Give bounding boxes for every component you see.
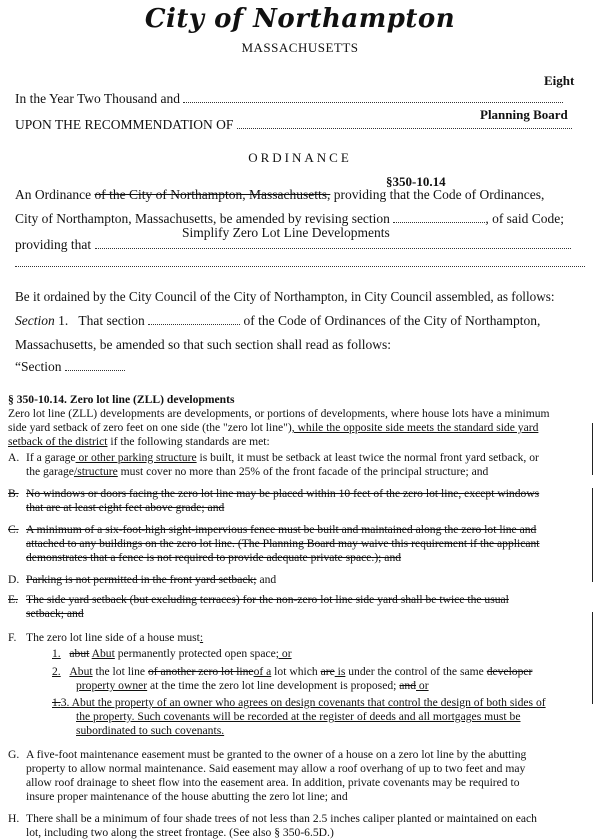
d-struck-text: Parking is not permitted in the front yard setback; bbox=[26, 573, 257, 586]
item-f bbox=[8, 631, 592, 738]
intro-2-underlined: , while the opposite side meets the standard side yard bbox=[291, 421, 539, 434]
mass-line: Massachusetts, be amended so that such section shall read as follows: bbox=[15, 337, 392, 352]
item-e bbox=[8, 593, 592, 621]
intro-line-3 bbox=[8, 435, 592, 449]
item-b bbox=[8, 487, 592, 515]
intro-line-2 bbox=[8, 421, 592, 435]
g-text-4: insure proper maintenance of the house abutting the zero lot line; and bbox=[26, 790, 348, 803]
section-num: 1. bbox=[58, 313, 69, 328]
line2-text-b: , of said Code; bbox=[485, 211, 565, 226]
b-text-1: No windows or doors facing the zero lot line may be placed within 10 feet of the zero lot line, except windows bbox=[26, 487, 540, 500]
section-label: Section bbox=[15, 313, 55, 328]
item-d-letter: D. bbox=[8, 573, 20, 586]
f1-underlined: Abut bbox=[91, 647, 115, 660]
year-blank bbox=[183, 91, 563, 103]
intro-3-text: if the following standards are met: bbox=[107, 435, 270, 448]
revision-bar-3 bbox=[592, 612, 593, 704]
recommendation-value: Planning Board bbox=[480, 107, 568, 122]
f2-ul4: property owner bbox=[76, 679, 148, 692]
f2-b: lot which bbox=[271, 665, 321, 678]
a-text-2ul: /structure bbox=[73, 465, 118, 478]
f2-strike1: of another zero lot line bbox=[147, 665, 254, 678]
a-text-1ul: or other parking structure bbox=[75, 451, 197, 464]
f2-c: under the control of the same bbox=[345, 665, 487, 678]
intro-struck-text: of the City of Northampton, Massachusetts, bbox=[94, 187, 331, 202]
item-f-1 bbox=[8, 647, 592, 661]
city-title: City of Northampton bbox=[144, 4, 456, 34]
item-c bbox=[8, 523, 592, 565]
ordinance-intro-line bbox=[15, 186, 544, 203]
ordinance-body bbox=[8, 393, 592, 840]
state-name: MASSACHUSETTS bbox=[241, 40, 359, 55]
e-text-1: The side yard setback (but excluding terraces) for the non-zero lot line side yard shall be twice the usual bbox=[26, 593, 509, 606]
g-text-1: A five-foot maintenance easement must be granted to the owner of a house on a zero lot line by the abutting bbox=[26, 748, 527, 761]
quote-section-blank bbox=[65, 359, 125, 371]
item-b-letter: B. bbox=[8, 487, 19, 500]
item-g bbox=[8, 748, 592, 804]
f2-num: 2. bbox=[52, 665, 61, 678]
recommendation-line bbox=[15, 116, 572, 133]
d-text: and bbox=[256, 573, 277, 586]
recommendation-blank bbox=[237, 117, 572, 129]
h-text-2: lot, including two along the street frontage. (See also § 350-6.5D.) bbox=[26, 826, 334, 839]
f2-ul3: is bbox=[334, 665, 346, 678]
item-f-2-cont bbox=[8, 679, 592, 693]
c-text-3: demonstrates that a fence is not required to provide adequate private space.); and bbox=[26, 551, 402, 564]
f2-ul1: Abut bbox=[69, 665, 93, 678]
f2-ul2: of a bbox=[253, 665, 272, 678]
f1-num: 1. bbox=[52, 647, 61, 660]
line3-text: providing that bbox=[15, 237, 92, 252]
ordinance-heading: ORDINANCE bbox=[248, 150, 352, 165]
section-blank-2 bbox=[148, 313, 240, 325]
f2-strike4: and bbox=[399, 679, 417, 692]
ordain-text: Be it ordained by the City Council of the City of Northampton, in City Council assembled, as follows: bbox=[15, 289, 555, 304]
blank-line bbox=[15, 266, 585, 267]
f3-text-2: the property. Such covenants will be recorded at the register of deeds and all mortgages must be bbox=[76, 710, 521, 723]
intro-2-text: side yard setback of zero feet on one side (the "zero lot line") bbox=[8, 421, 292, 434]
quote-section-line bbox=[15, 358, 125, 375]
recommendation-label: UPON THE RECOMMENDATION OF bbox=[15, 117, 234, 132]
item-f-3 bbox=[8, 696, 592, 710]
item-e-letter: E. bbox=[8, 593, 18, 606]
providing-blank bbox=[95, 237, 571, 249]
subject-text: Simplify Zero Lot Line Developments bbox=[182, 225, 390, 240]
intro-text-b: providing that the Code of Ordinances, bbox=[333, 187, 545, 202]
f2-d: at the time the zero lot line development is proposed; bbox=[147, 679, 400, 692]
revision-bar-1 bbox=[592, 423, 593, 475]
a-text-2b: must cover no more than 25% of the front facade of the principal structure; and bbox=[117, 465, 489, 478]
f2-strike2: are bbox=[320, 665, 335, 678]
f3-text-1: Abut the property of an owner who agrees on design covenants that control the design of both sides of bbox=[69, 696, 546, 709]
a-text-2a: the garage bbox=[26, 465, 74, 478]
revision-bar-2 bbox=[592, 488, 593, 582]
item-g-letter: G. bbox=[8, 748, 20, 761]
item-f-2 bbox=[8, 665, 592, 679]
h-text-1: There shall be a minimum of four shade trees of not less than 2.5 inches caliper planted or maintained on each bbox=[26, 812, 537, 825]
f3-num: 3. bbox=[60, 696, 70, 709]
section-number: §350-10.14 bbox=[386, 174, 446, 189]
f3-num-struck: 1. bbox=[52, 696, 61, 709]
f-text: The zero lot line side of a house must bbox=[26, 631, 200, 644]
quote-section: “Section bbox=[15, 359, 62, 374]
item-a bbox=[8, 451, 592, 479]
f2-a: the lot line bbox=[92, 665, 148, 678]
section-text-a: That section bbox=[78, 313, 145, 328]
g-text-3: allow roof drainage to sheet flow into the easement area. In addition, private covenants may be required to bbox=[26, 776, 520, 789]
year-label: In the Year Two Thousand and bbox=[15, 91, 181, 106]
body-heading: § 350-10.14. Zero lot line (ZLL) developments bbox=[8, 393, 235, 406]
intro-line-1: Zero lot line (ZLL) developments are developments, or portions of developments, where house lots have a minimum bbox=[8, 407, 550, 420]
line2-text-a: City of Northampton, Massachusetts, be amended by revising section bbox=[15, 211, 390, 226]
f1-text: permanently protected open space bbox=[114, 647, 276, 660]
f1-end: ; or bbox=[275, 647, 292, 660]
f3-text-3: subordinated to such covenants. bbox=[76, 724, 225, 737]
e-text-2: setback; and bbox=[26, 607, 84, 620]
item-c-letter: C. bbox=[8, 523, 19, 536]
a-text-1b: is built, it must be setback at least twice the normal front yard setback, or bbox=[196, 451, 539, 464]
section-line bbox=[15, 312, 540, 329]
g-text-2: property to allow normal maintenance. Said easement may allow a roof overhang of up to two feet and may bbox=[26, 762, 526, 775]
item-h-letter: H. bbox=[8, 812, 20, 825]
year-line bbox=[15, 90, 563, 107]
item-f-letter: F. bbox=[8, 631, 17, 644]
item-a-letter: A. bbox=[8, 451, 20, 464]
intro-text-a: An Ordinance bbox=[15, 187, 92, 202]
c-text-1: A minimum of a six-foot-high sight-impervious fence must be built and maintained along the zero lot line and bbox=[26, 523, 537, 536]
ordinance-line-3 bbox=[15, 236, 571, 253]
section-text-b: of the Code of Ordinances of the City of Northampton, bbox=[243, 313, 541, 328]
item-h bbox=[8, 812, 592, 840]
a-text-1a: If a garage bbox=[26, 451, 76, 464]
c-text-2: attached to any buildings on the zero lot line. (The Planning Board may waive this requirement if the applicant bbox=[26, 537, 540, 550]
f2-strike3: developer bbox=[486, 665, 533, 678]
f-colon: : bbox=[199, 631, 204, 644]
intro-3-underlined: setback of the district bbox=[8, 435, 108, 448]
item-d bbox=[8, 573, 592, 587]
f2-ul5: or bbox=[416, 679, 429, 692]
year-value: Eight bbox=[544, 73, 575, 88]
b-text-2: that are at least eight feet above grade; and bbox=[26, 501, 225, 514]
section-blank bbox=[393, 211, 485, 223]
f1-struck: abut bbox=[69, 647, 90, 660]
